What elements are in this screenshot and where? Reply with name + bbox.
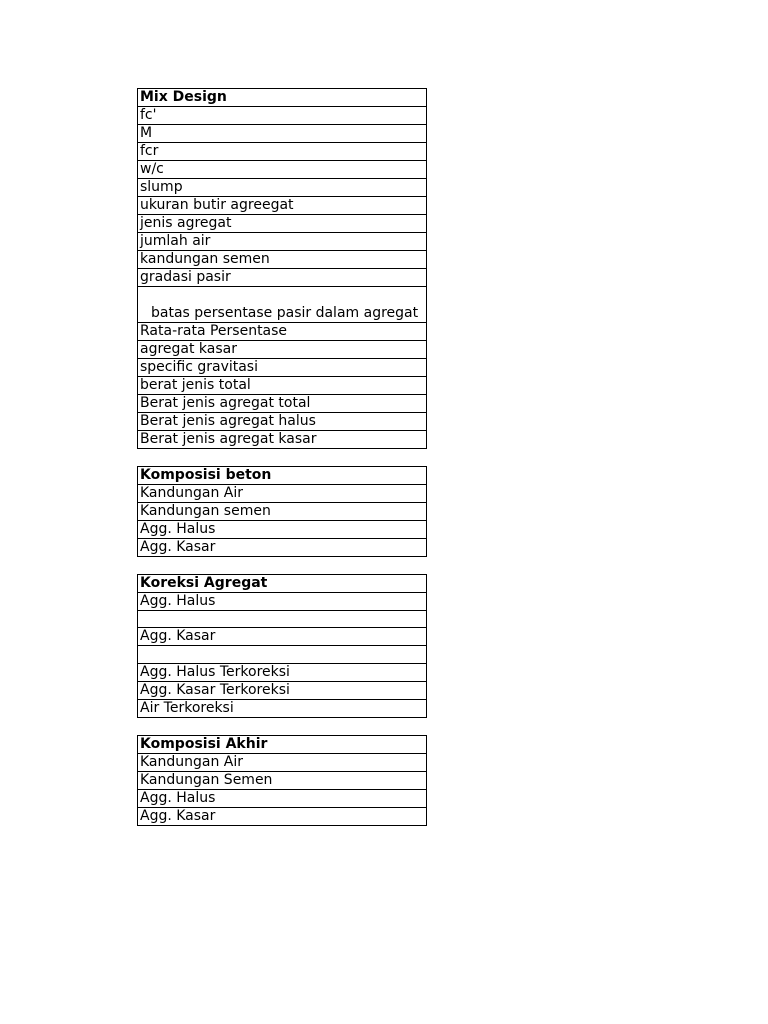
cell-kandungan-semen[interactable]: Kandungan Semen	[138, 771, 427, 789]
table-row	[138, 431, 427, 449]
table-row	[138, 467, 427, 485]
table-row	[138, 628, 427, 646]
spreadsheet	[137, 88, 427, 826]
table-row	[138, 413, 427, 431]
cell-wc[interactable]: w/c	[138, 161, 427, 179]
table-row	[138, 269, 427, 287]
cell-empty[interactable]	[138, 646, 427, 663]
section-title-komposisi-akhir[interactable]: Komposisi Akhir	[138, 735, 427, 753]
cell-agg-kasar[interactable]: Agg. Kasar	[138, 807, 427, 825]
spacer	[137, 557, 427, 574]
table-row	[138, 89, 427, 107]
table-row	[138, 161, 427, 179]
table-row	[138, 593, 427, 611]
table-row	[138, 663, 427, 681]
table-row	[138, 575, 427, 593]
table-row	[138, 735, 427, 753]
cell-air-terkoreksi[interactable]: Air Terkoreksi	[138, 699, 427, 717]
spacer	[137, 449, 427, 466]
cell-fcr[interactable]: fcr	[138, 143, 427, 161]
table-row	[138, 287, 427, 323]
table-komposisi-beton	[137, 466, 427, 557]
cell-jenis-agregat[interactable]: jenis agregat	[138, 215, 427, 233]
cell-agregat-kasar[interactable]: agregat kasar	[138, 341, 427, 359]
cell-agg-kasar-terkoreksi[interactable]: Agg. Kasar Terkoreksi	[138, 681, 427, 699]
cell-agg-kasar[interactable]: Agg. Kasar	[138, 539, 427, 557]
table-row	[138, 359, 427, 377]
table-row	[138, 179, 427, 197]
table-row	[138, 233, 427, 251]
cell-rata-rata[interactable]: Rata-rata Persentase	[138, 323, 427, 341]
table-row	[138, 539, 427, 557]
cell-berat-jenis-total[interactable]: berat jenis total	[138, 377, 427, 395]
section-title-koreksi-agregat[interactable]: Koreksi Agregat	[138, 575, 427, 593]
table-row	[138, 611, 427, 628]
spacer	[137, 718, 427, 735]
table-row	[138, 197, 427, 215]
table-row	[138, 107, 427, 125]
table-row	[138, 215, 427, 233]
table-row	[138, 521, 427, 539]
table-row	[138, 753, 427, 771]
table-row	[138, 323, 427, 341]
cell-batas-persentase[interactable]: batas persentase pasir dalam agregat	[138, 287, 427, 323]
table-row	[138, 789, 427, 807]
cell-bj-agregat-kasar[interactable]: Berat jenis agregat kasar	[138, 431, 427, 449]
table-row	[138, 341, 427, 359]
table-koreksi-agregat	[137, 574, 427, 718]
cell-jumlah-air[interactable]: jumlah air	[138, 233, 427, 251]
cell-specific-gravitasi[interactable]: specific gravitasi	[138, 359, 427, 377]
cell-agg-halus[interactable]: Agg. Halus	[138, 593, 427, 611]
cell-ukuran-butir[interactable]: ukuran butir agreegat	[138, 197, 427, 215]
table-row	[138, 681, 427, 699]
cell-bj-agregat-total[interactable]: Berat jenis agregat total	[138, 395, 427, 413]
table-row	[138, 807, 427, 825]
cell-fc[interactable]: fc'	[138, 107, 427, 125]
table-row	[138, 503, 427, 521]
cell-agg-halus[interactable]: Agg. Halus	[138, 789, 427, 807]
cell-bj-agregat-halus[interactable]: Berat jenis agregat halus	[138, 413, 427, 431]
table-mix-design	[137, 88, 427, 449]
table-row	[138, 771, 427, 789]
section-title-komposisi-beton[interactable]: Komposisi beton	[138, 467, 427, 485]
table-row	[138, 377, 427, 395]
table-row	[138, 646, 427, 663]
table-komposisi-akhir	[137, 735, 427, 826]
table-row	[138, 395, 427, 413]
cell-kandungan-semen[interactable]: Kandungan semen	[138, 503, 427, 521]
table-row	[138, 251, 427, 269]
cell-kandungan-air[interactable]: Kandungan Air	[138, 753, 427, 771]
table-row	[138, 485, 427, 503]
cell-agg-halus[interactable]: Agg. Halus	[138, 521, 427, 539]
cell-m[interactable]: M	[138, 125, 427, 143]
cell-kandungan-semen[interactable]: kandungan semen	[138, 251, 427, 269]
cell-agg-halus-terkoreksi[interactable]: Agg. Halus Terkoreksi	[138, 663, 427, 681]
table-row	[138, 125, 427, 143]
table-row	[138, 143, 427, 161]
section-title-mix-design[interactable]: Mix Design	[138, 89, 427, 107]
cell-slump[interactable]: slump	[138, 179, 427, 197]
cell-agg-kasar[interactable]: Agg. Kasar	[138, 628, 427, 646]
cell-empty[interactable]	[138, 611, 427, 628]
cell-kandungan-air[interactable]: Kandungan Air	[138, 485, 427, 503]
table-row	[138, 699, 427, 717]
cell-gradasi-pasir[interactable]: gradasi pasir	[138, 269, 427, 287]
